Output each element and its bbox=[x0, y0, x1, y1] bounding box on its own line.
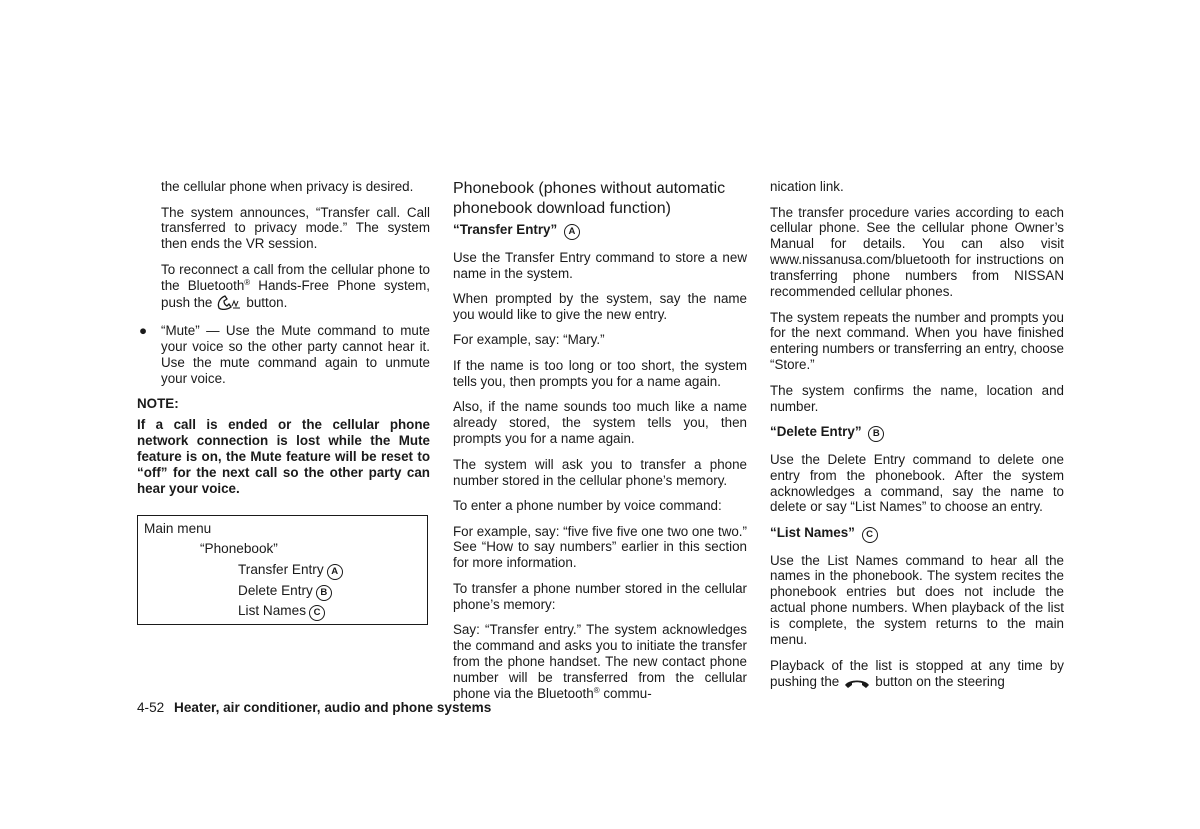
phone-hangup-icon bbox=[843, 677, 871, 693]
section-heading: Phonebook (phones without automatic phonebook download function) bbox=[453, 180, 726, 217]
menu-item-delete-entry: Delete Entry B bbox=[144, 581, 421, 602]
continued-paragraph: the cellular phone when privacy is desired. bbox=[161, 179, 414, 194]
paragraph: The system confirms the name, location and number. bbox=[770, 382, 1064, 414]
paragraph: The system will ask you to transfer a phone number stored in the cellular phone’s memory. bbox=[453, 456, 747, 488]
paragraph: For example, say: “Mary.” bbox=[453, 332, 605, 348]
middle-column bbox=[453, 179, 747, 711]
badge-c: C bbox=[862, 527, 878, 543]
paragraph: Use the Delete Entry command to delete one entry from the phonebook. After the system acknowledges a command, say the name to delete or say “List Names” to choose an entry. bbox=[770, 451, 1064, 515]
reconnect-paragraph: To reconnect a call from the cellular phone to the Bluetooth® Hands-Free Phone system, push the button. bbox=[137, 262, 430, 314]
paragraph: Playback of the list is stopped at any time by pushing the button on the steering bbox=[770, 658, 1064, 693]
paragraph: Say: “Transfer entry.” The system acknowledges the command and asks you to initiate the transfer from the phone handset. The new contact phone number will be transferred from the cellular phone via the Bluetooth® commu- bbox=[453, 622, 747, 701]
announcement-paragraph: The system announces, “Transfer call. Call transferred to privacy mode.” The system then ends the VR session. bbox=[161, 204, 430, 252]
paragraph: The transfer procedure varies according to each cellular phone. See the cellular phone Owner’s Manual for details. You can also visit www.nissanusa.com/bluetooth for instructions on transferring phone numbers from NISSAN recommended cellular phones. bbox=[770, 204, 1064, 300]
menu-item-transfer-entry: Transfer Entry A bbox=[144, 560, 421, 581]
badge-b: B bbox=[316, 585, 332, 601]
mute-bullet: ● “Mute” — Use the Mute command to mute your voice so the other party cannot hear it. Use the mute command again to unmute your voice. bbox=[139, 323, 430, 386]
left-column bbox=[137, 179, 430, 625]
subheading-delete-entry: “Delete Entry” B bbox=[770, 424, 1064, 442]
paragraph: If the name is too long or too short, the system tells you, then prompts you for a name again. bbox=[453, 357, 747, 389]
paragraph: Use the List Names command to hear all the names in the phonebook. The system recites the phonebook entries but does not include the actual phone numbers. When playback of the list is complete, the system returns to the main menu. bbox=[770, 552, 1064, 648]
paragraph: When prompted by the system, say the name you would like to give the new entry. bbox=[453, 291, 747, 322]
badge-a: A bbox=[564, 224, 580, 240]
paragraph: To enter a phone number by voice command: bbox=[453, 498, 722, 514]
badge-c: C bbox=[309, 605, 325, 621]
page-number: 4-52 bbox=[137, 700, 165, 715]
subheading-transfer-entry: “Transfer Entry” A bbox=[453, 222, 747, 240]
note-label: NOTE: bbox=[137, 396, 179, 412]
subheading-list-names: “List Names” C bbox=[770, 525, 1064, 543]
right-column bbox=[770, 179, 1064, 702]
badge-a: A bbox=[327, 564, 343, 580]
paragraph: Also, if the name sounds too much like a name already stored, the system tells you, then prompts you for a name again. bbox=[453, 399, 747, 447]
badge-b: B bbox=[868, 426, 884, 442]
paragraph: For example, say: “five five five one two one two.” See “How to say numbers” earlier in this section for more information. bbox=[453, 523, 747, 571]
paragraph: The system repeats the number and prompts you for the next command. When you have finished entering numbers or transferring an entry, choose “Store.” bbox=[770, 309, 1064, 373]
menu-phonebook: “Phonebook” bbox=[200, 541, 278, 557]
paragraph: Use the Transfer Entry command to store a new name in the system. bbox=[453, 249, 747, 281]
menu-item-list-names: List Names C bbox=[144, 601, 421, 622]
phone-talk-icon bbox=[216, 294, 242, 314]
paragraph: To transfer a phone number stored in the cellular phone’s memory: bbox=[453, 580, 747, 612]
note-text: If a call is ended or the cellular phone network connection is lost while the Mute feature is on, the Mute feature will be reset to “off” for the next call so the other party can hear your voice. bbox=[137, 417, 430, 496]
section-title: Heater, air conditioner, audio and phone systems bbox=[174, 700, 492, 715]
bullet-dot: ● bbox=[139, 323, 148, 339]
paragraph: nication link. bbox=[770, 179, 844, 194]
menu-main: Main menu bbox=[144, 520, 212, 536]
page-footer bbox=[137, 700, 491, 716]
menu-tree-box bbox=[137, 515, 428, 625]
